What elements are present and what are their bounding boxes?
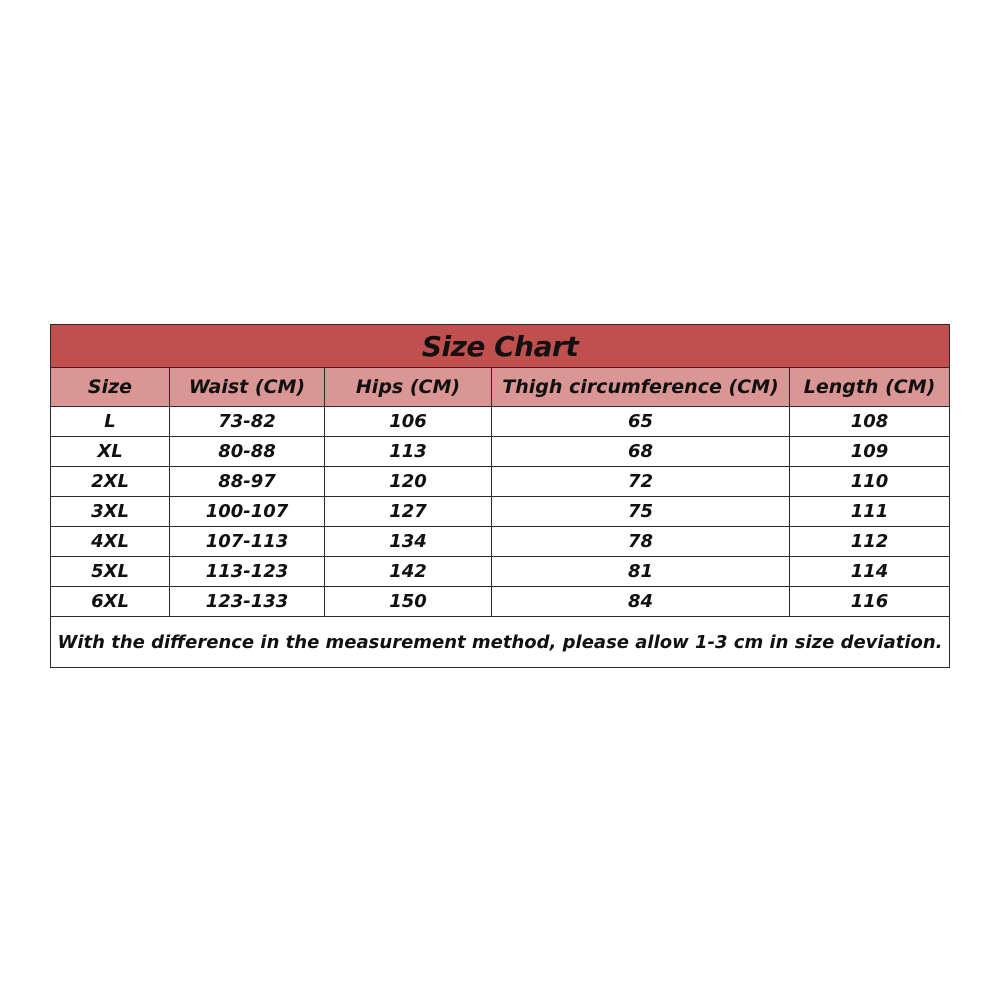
- cell-waist: 107-113: [170, 527, 325, 557]
- table-row: [51, 437, 950, 467]
- cell-hips: 150: [325, 587, 492, 617]
- cell-thigh: 65: [492, 407, 790, 437]
- cell-length: 111: [790, 497, 950, 527]
- cell-waist: 100-107: [170, 497, 325, 527]
- table-row: [51, 557, 950, 587]
- cell-waist: 123-133: [170, 587, 325, 617]
- cell-waist: 73-82: [170, 407, 325, 437]
- cell-hips: 134: [325, 527, 492, 557]
- column-header-size: Size: [51, 368, 170, 407]
- cell-thigh: 84: [492, 587, 790, 617]
- cell-size: L: [51, 407, 170, 437]
- cell-thigh: 75: [492, 497, 790, 527]
- cell-length: 112: [790, 527, 950, 557]
- cell-hips: 106: [325, 407, 492, 437]
- table-row: [51, 527, 950, 557]
- column-header-waist: Waist (CM): [170, 368, 325, 407]
- cell-length: 116: [790, 587, 950, 617]
- cell-hips: 113: [325, 437, 492, 467]
- cell-thigh: 72: [492, 467, 790, 497]
- cell-size: 4XL: [51, 527, 170, 557]
- cell-size: XL: [51, 437, 170, 467]
- size-chart-table: [50, 324, 950, 668]
- cell-hips: 142: [325, 557, 492, 587]
- note-row: [51, 617, 950, 668]
- table-row: [51, 467, 950, 497]
- cell-length: 114: [790, 557, 950, 587]
- cell-waist: 113-123: [170, 557, 325, 587]
- cell-length: 110: [790, 467, 950, 497]
- cell-size: 6XL: [51, 587, 170, 617]
- cell-length: 109: [790, 437, 950, 467]
- cell-thigh: 68: [492, 437, 790, 467]
- cell-hips: 127: [325, 497, 492, 527]
- column-header-hips: Hips (CM): [325, 368, 492, 407]
- cell-hips: 120: [325, 467, 492, 497]
- column-header-length: Length (CM): [790, 368, 950, 407]
- table-row: [51, 587, 950, 617]
- cell-size: 3XL: [51, 497, 170, 527]
- cell-thigh: 78: [492, 527, 790, 557]
- chart-title: Size Chart: [51, 325, 950, 368]
- cell-waist: 88-97: [170, 467, 325, 497]
- header-row: [51, 368, 950, 407]
- cell-waist: 80-88: [170, 437, 325, 467]
- cell-size: 5XL: [51, 557, 170, 587]
- table-row: [51, 497, 950, 527]
- title-row: [51, 325, 950, 368]
- cell-size: 2XL: [51, 467, 170, 497]
- cell-length: 108: [790, 407, 950, 437]
- cell-thigh: 81: [492, 557, 790, 587]
- table-row: [51, 407, 950, 437]
- column-header-thigh: Thigh circumference (CM): [492, 368, 790, 407]
- size-deviation-note: With the difference in the measurement method, please allow 1-3 cm in size deviation.: [51, 617, 950, 668]
